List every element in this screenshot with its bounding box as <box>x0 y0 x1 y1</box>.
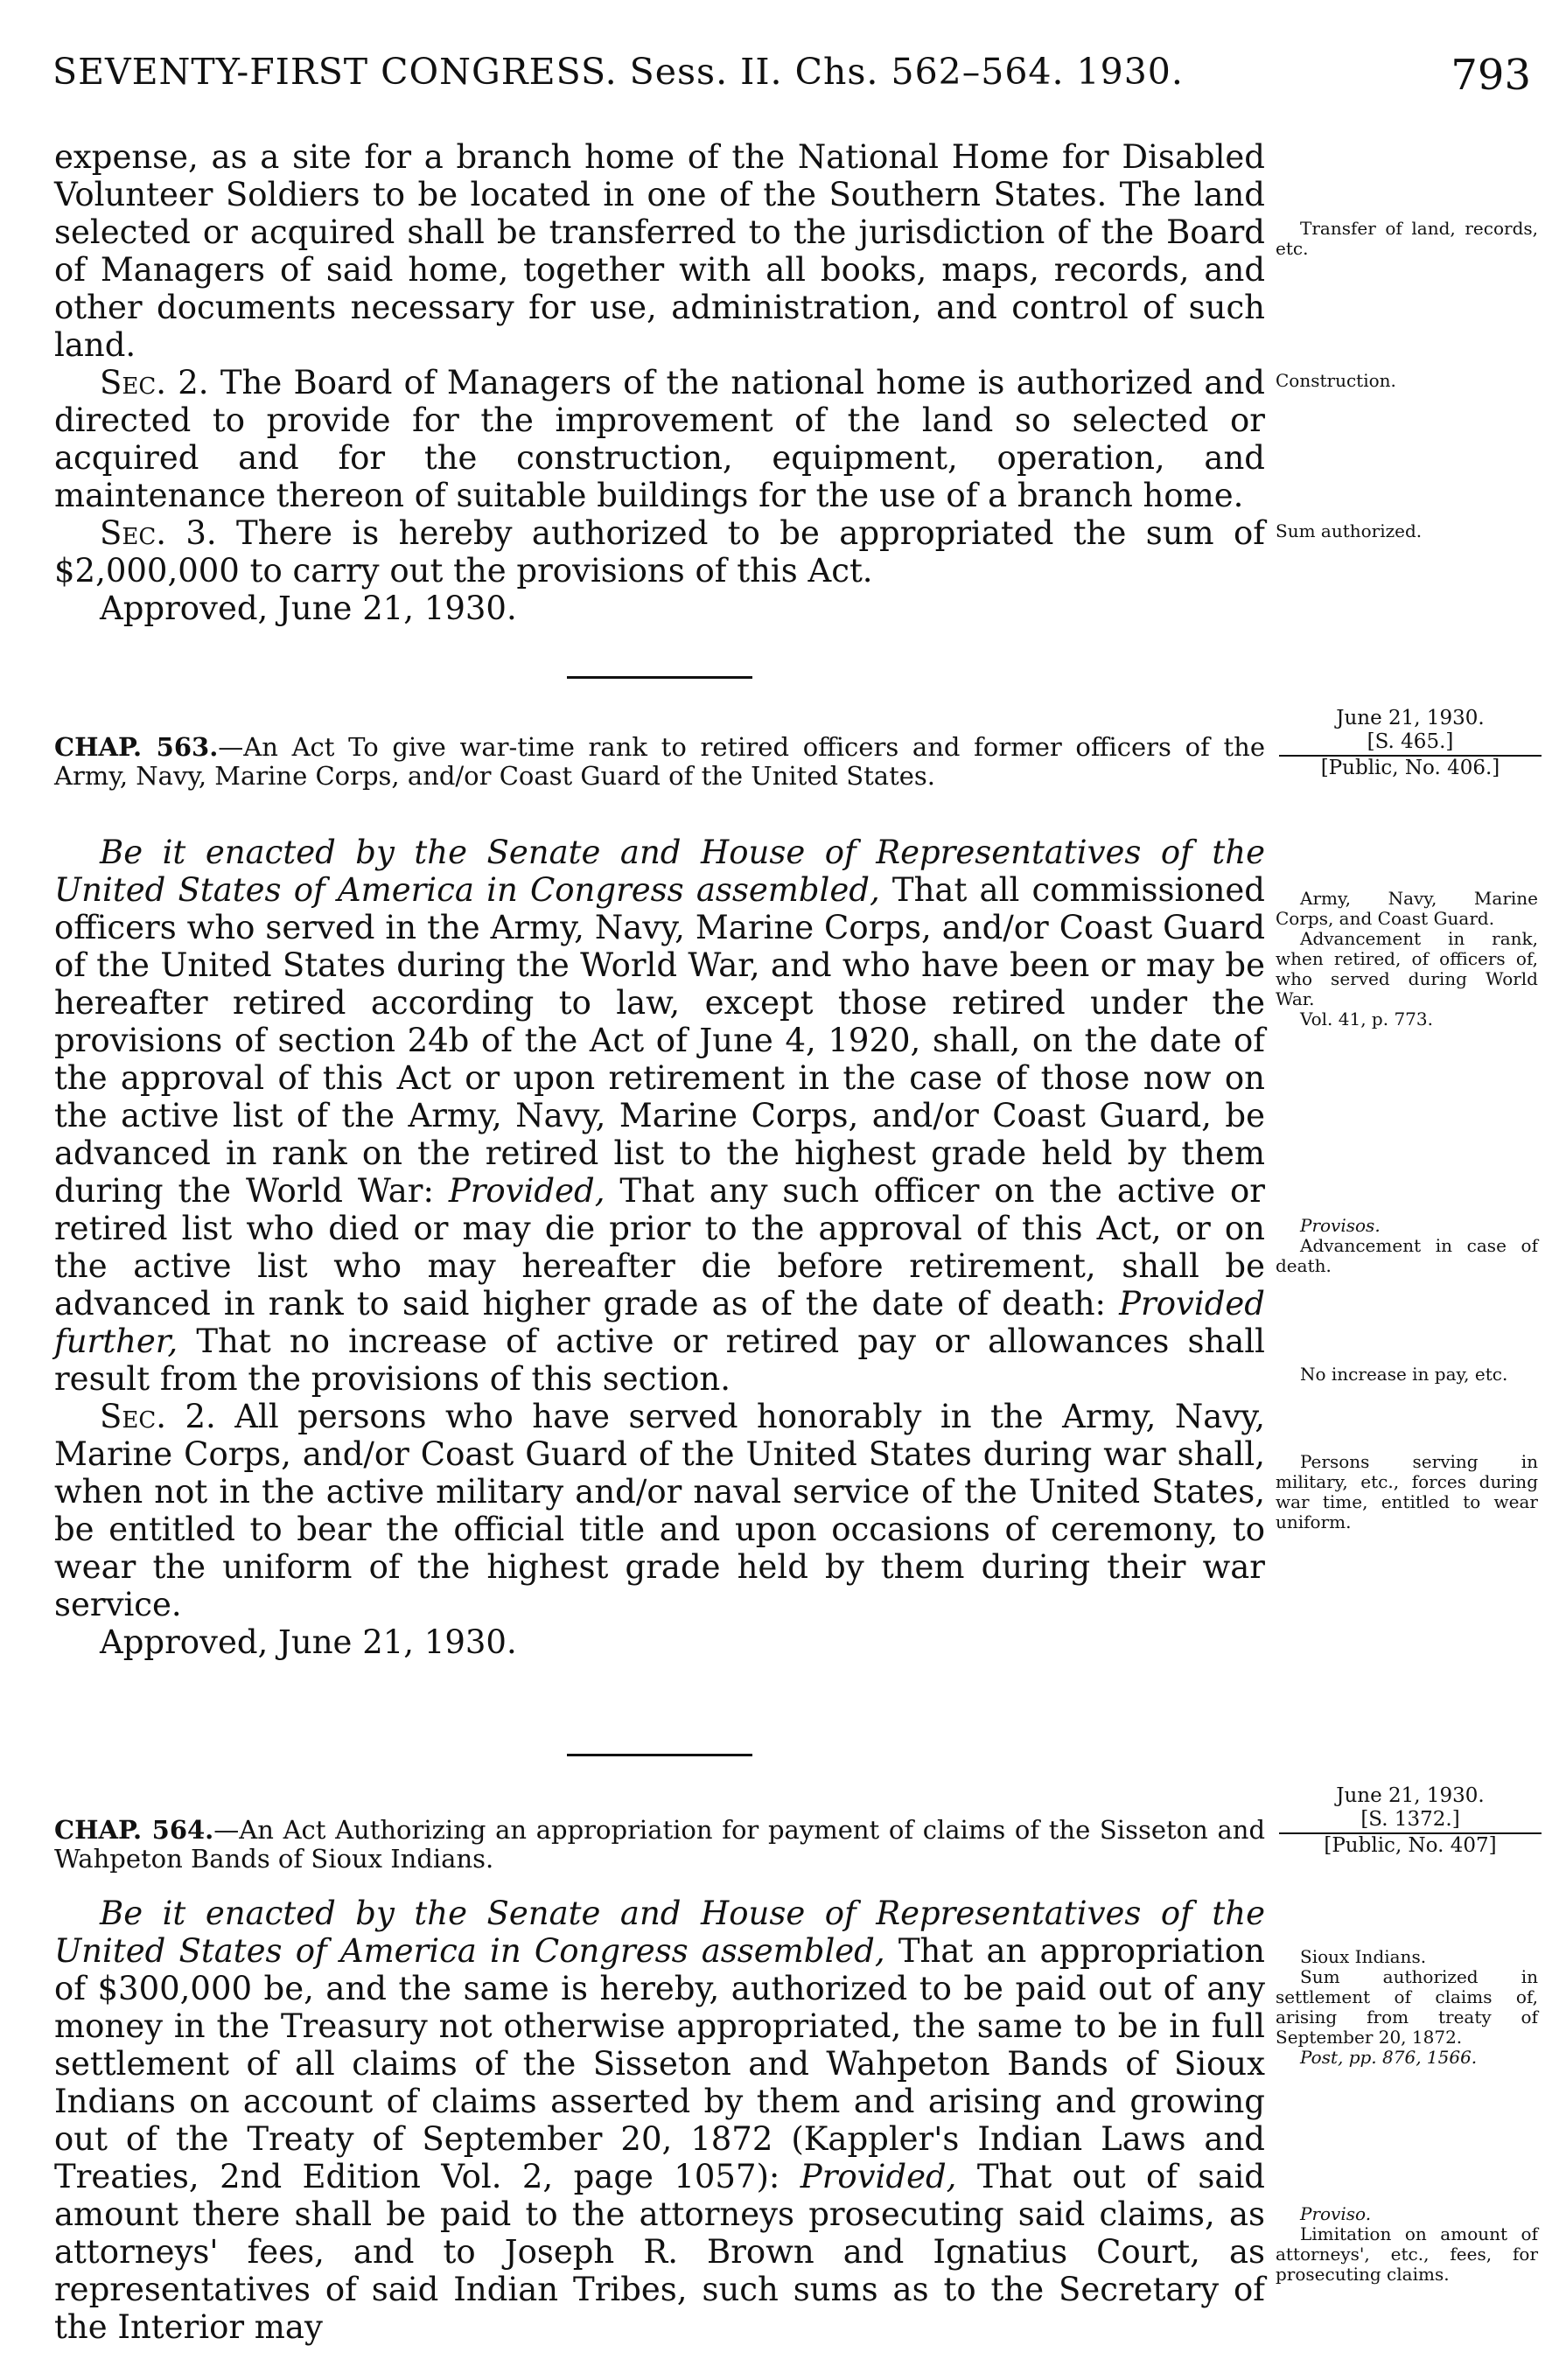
chap563-sec2 <box>54 1398 1265 1623</box>
chap562-sec2-label: Sec. 2. <box>100 364 209 401</box>
margin-note-proviso <box>1276 2204 1538 2285</box>
chap563-datebox <box>1279 707 1542 780</box>
section-divider-rule-2 <box>567 1754 752 1756</box>
chap563-proviso2-text: That no increase of active or retired pay or allowances shall result from the provisions of this section. <box>54 1323 1265 1398</box>
chap564-datebox <box>1279 1784 1542 1858</box>
chap564-text2: That out of said amount there shall be paid to the attorneys prosecuting said claims, as attorneys' fees, and to Joseph R. Brown and Ignatius Court, as representatives of said Indian Tribes, such sums as to the Secretary of the Interior may <box>54 2158 1265 2346</box>
chap563-body <box>54 834 1265 1661</box>
chap564-text1: That an appropriation of $300,000 be, and the same is hereby, authorized to be paid out of any money in the Treasury not otherwise appropriated, the same to be in full settlement of all claims of the Sisseton and Wahpeton Bands of Sioux Indians on account of claims asserted by them and arising and growing out of the Treaty of September 20, 1872 (Kappler's Indian Laws and Treaties, 2nd Edition Vol. 2, page 1057): <box>54 1932 1265 2195</box>
chap564-body <box>54 1895 1265 2346</box>
margin-note-construction-text: Construction. <box>1276 370 1396 391</box>
chap563-provided: Provided, <box>448 1172 605 1210</box>
chap562-sec2 <box>54 364 1265 514</box>
chap563-public-no: [Public, No. 406.] <box>1320 757 1500 779</box>
margin-note-construction <box>1276 371 1538 391</box>
margin-note-transfer <box>1276 219 1538 259</box>
chap563-sec2-label: Sec. 2. <box>100 1398 216 1435</box>
chap563-date: June 21, 1930. <box>1336 707 1485 729</box>
margin-note-post-text: Post, pp. 876, 1566. <box>1300 2047 1478 2068</box>
chap564-label: CHAP. 564. <box>54 1815 214 1845</box>
chap562-body <box>54 138 1265 627</box>
chap562-sec3 <box>54 514 1265 590</box>
margin-note-advancement-death-text: Advancement in case of death. <box>1276 1235 1538 1276</box>
margin-note-post <box>1276 2048 1538 2068</box>
running-head-title: SEVENTY-FIRST CONGRESS. Sess. II. Chs. 562–564. 1930. <box>52 51 1184 93</box>
chap563-approved: Approved, June 21, 1930. <box>100 1623 517 1661</box>
chap563-proviso1-text: That any such officer on the active or retired list who died or may die prior to the approval of this Act, or on the active list who may hereafter die before retirement, shall be advanced in rank to said higher grade as of the date of death: <box>54 1172 1265 1323</box>
chap562-sec3-text: There is hereby authorized to be appropriated the sum of $2,000,000 to carry out the provisions of this Act. <box>54 514 1265 590</box>
chap563-sec1-text: That all commissioned officers who served in the Army, Navy, Marine Corps, and/or Coast Guard of the United States during the World War, and who have been or may be hereafter retired according to law, except those retired under the provisions of section 24b of the Act of June 4, 1920, shall, on the date of the approval of this Act or upon retirement in the case of those now on the active list of the Army, Navy, Marine Corps, and/or Coast Guard, be advanced in rank on the retired list to the highest grade held by them during the World War: <box>54 871 1265 1210</box>
margin-note-sioux <box>1276 1947 1538 2068</box>
chap563-sec1 <box>54 834 1265 1398</box>
margin-note-army-navy <box>1276 889 1538 1029</box>
chap564-title: —An Act Authorizing an appropriation for payment of claims of the Sisseton and Wahpeton Bands of Sioux Indians. <box>54 1815 1266 1874</box>
chap562-sec3-label: Sec. 3. <box>100 514 217 552</box>
chap564-para <box>54 1895 1265 2346</box>
chap564-title-block <box>54 1816 1265 1874</box>
chap564-date: June 21, 1930. <box>1336 1784 1485 1807</box>
running-head <box>52 51 1531 100</box>
margin-note-proviso-label <box>1276 2204 1538 2224</box>
chap563-title-block <box>54 733 1265 791</box>
chap563-provided-further: Provided further, <box>54 1285 1265 1360</box>
margin-note-sum-authorized <box>1276 521 1538 541</box>
margin-note-no-increase <box>1276 1364 1538 1385</box>
section-divider-rule <box>567 676 752 679</box>
margin-note-persons-serving-text: Persons serving in military, etc., forces during war time, entitled to wear uniform. <box>1276 1451 1538 1532</box>
margin-note-no-increase-text: No increase in pay, etc. <box>1300 1364 1508 1385</box>
chap562-approved: Approved, June 21, 1930. <box>100 590 517 627</box>
page-number: 793 <box>1451 51 1531 100</box>
margin-note-provisos-label-text: Provisos. <box>1300 1215 1381 1236</box>
chap564-enacting-clause: Be it enacted by the Senate and House of Representatives of the United States of America in Congress assembled, <box>54 1895 1265 1970</box>
margin-note-proviso-label-text: Proviso. <box>1300 2203 1372 2224</box>
chap564-provided: Provided, <box>800 2158 957 2195</box>
margin-note-sum-settlement-text: Sum authorized in settlement of claims of, arising from treaty of September 20, 1872. <box>1276 1966 1538 2048</box>
chap562-para1: expense, as a site for a branch home of the National Home for Disabled Volunteer Soldiers to be located in one of the Southern States. The land selected or acquired shall be transferred to the jurisdiction of the Board of Managers of said home, together with all books, maps, records, and other documents necessary for use, administration, and control of such land. <box>54 138 1265 364</box>
margin-note-army-navy-text: Army, Navy, Marine Corps, and Coast Guard. <box>1276 888 1538 929</box>
margin-note-vol41-text: Vol. 41, p. 773. <box>1300 1009 1433 1029</box>
chap563-sec2-text: All persons who have served honorably in the Army, Navy, Marine Corps, and/or Coast Guard of the United States during war shall, when not in the active military and/or naval service of the United States, be entitled to bear the official title and upon occasions of ceremony, to wear the uniform of the highest grade held by them during their war service. <box>54 1398 1266 1623</box>
margin-note-limitation-text: Limitation on amount of attorneys', etc., fees, for prosecuting claims. <box>1276 2223 1538 2285</box>
chap564-bill: [S. 1372.] <box>1279 1808 1542 1834</box>
margin-note-transfer-text: Transfer of land, records, etc. <box>1276 218 1538 259</box>
margin-note-sum-authorized-text: Sum authorized. <box>1276 520 1423 541</box>
margin-note-advancement-text: Advancement in rank, when retired, of officers of, who served during World War. <box>1276 928 1538 1009</box>
chap563-enacting-clause: Be it enacted by the Senate and House of Representatives of the United States of America in Congress assembled, <box>54 834 1265 909</box>
chap562-sec2-text: The Board of Managers of the national home is authorized and directed to provide for the improvement of the land so selected or acquired and for the construction, equipment, operation, and maintenance thereon of suitable buildings for the use of a branch home. <box>54 364 1265 514</box>
margin-note-persons-serving <box>1276 1452 1538 1532</box>
margin-note-provisos <box>1276 1216 1538 1276</box>
margin-note-sioux-text: Sioux Indians. <box>1300 1946 1427 1967</box>
chap563-bill: [S. 465.] <box>1279 730 1542 757</box>
chap563-label: CHAP. 563. <box>54 732 219 762</box>
margin-note-provisos-label <box>1276 1216 1538 1236</box>
chap563-title: —An Act To give war-time rank to retired officers and former officers of the Army, Navy, Marine Corps, and/or Coast Guard of the United States. <box>54 732 1266 791</box>
chap564-public-no: [Public, No. 407] <box>1324 1834 1497 1857</box>
